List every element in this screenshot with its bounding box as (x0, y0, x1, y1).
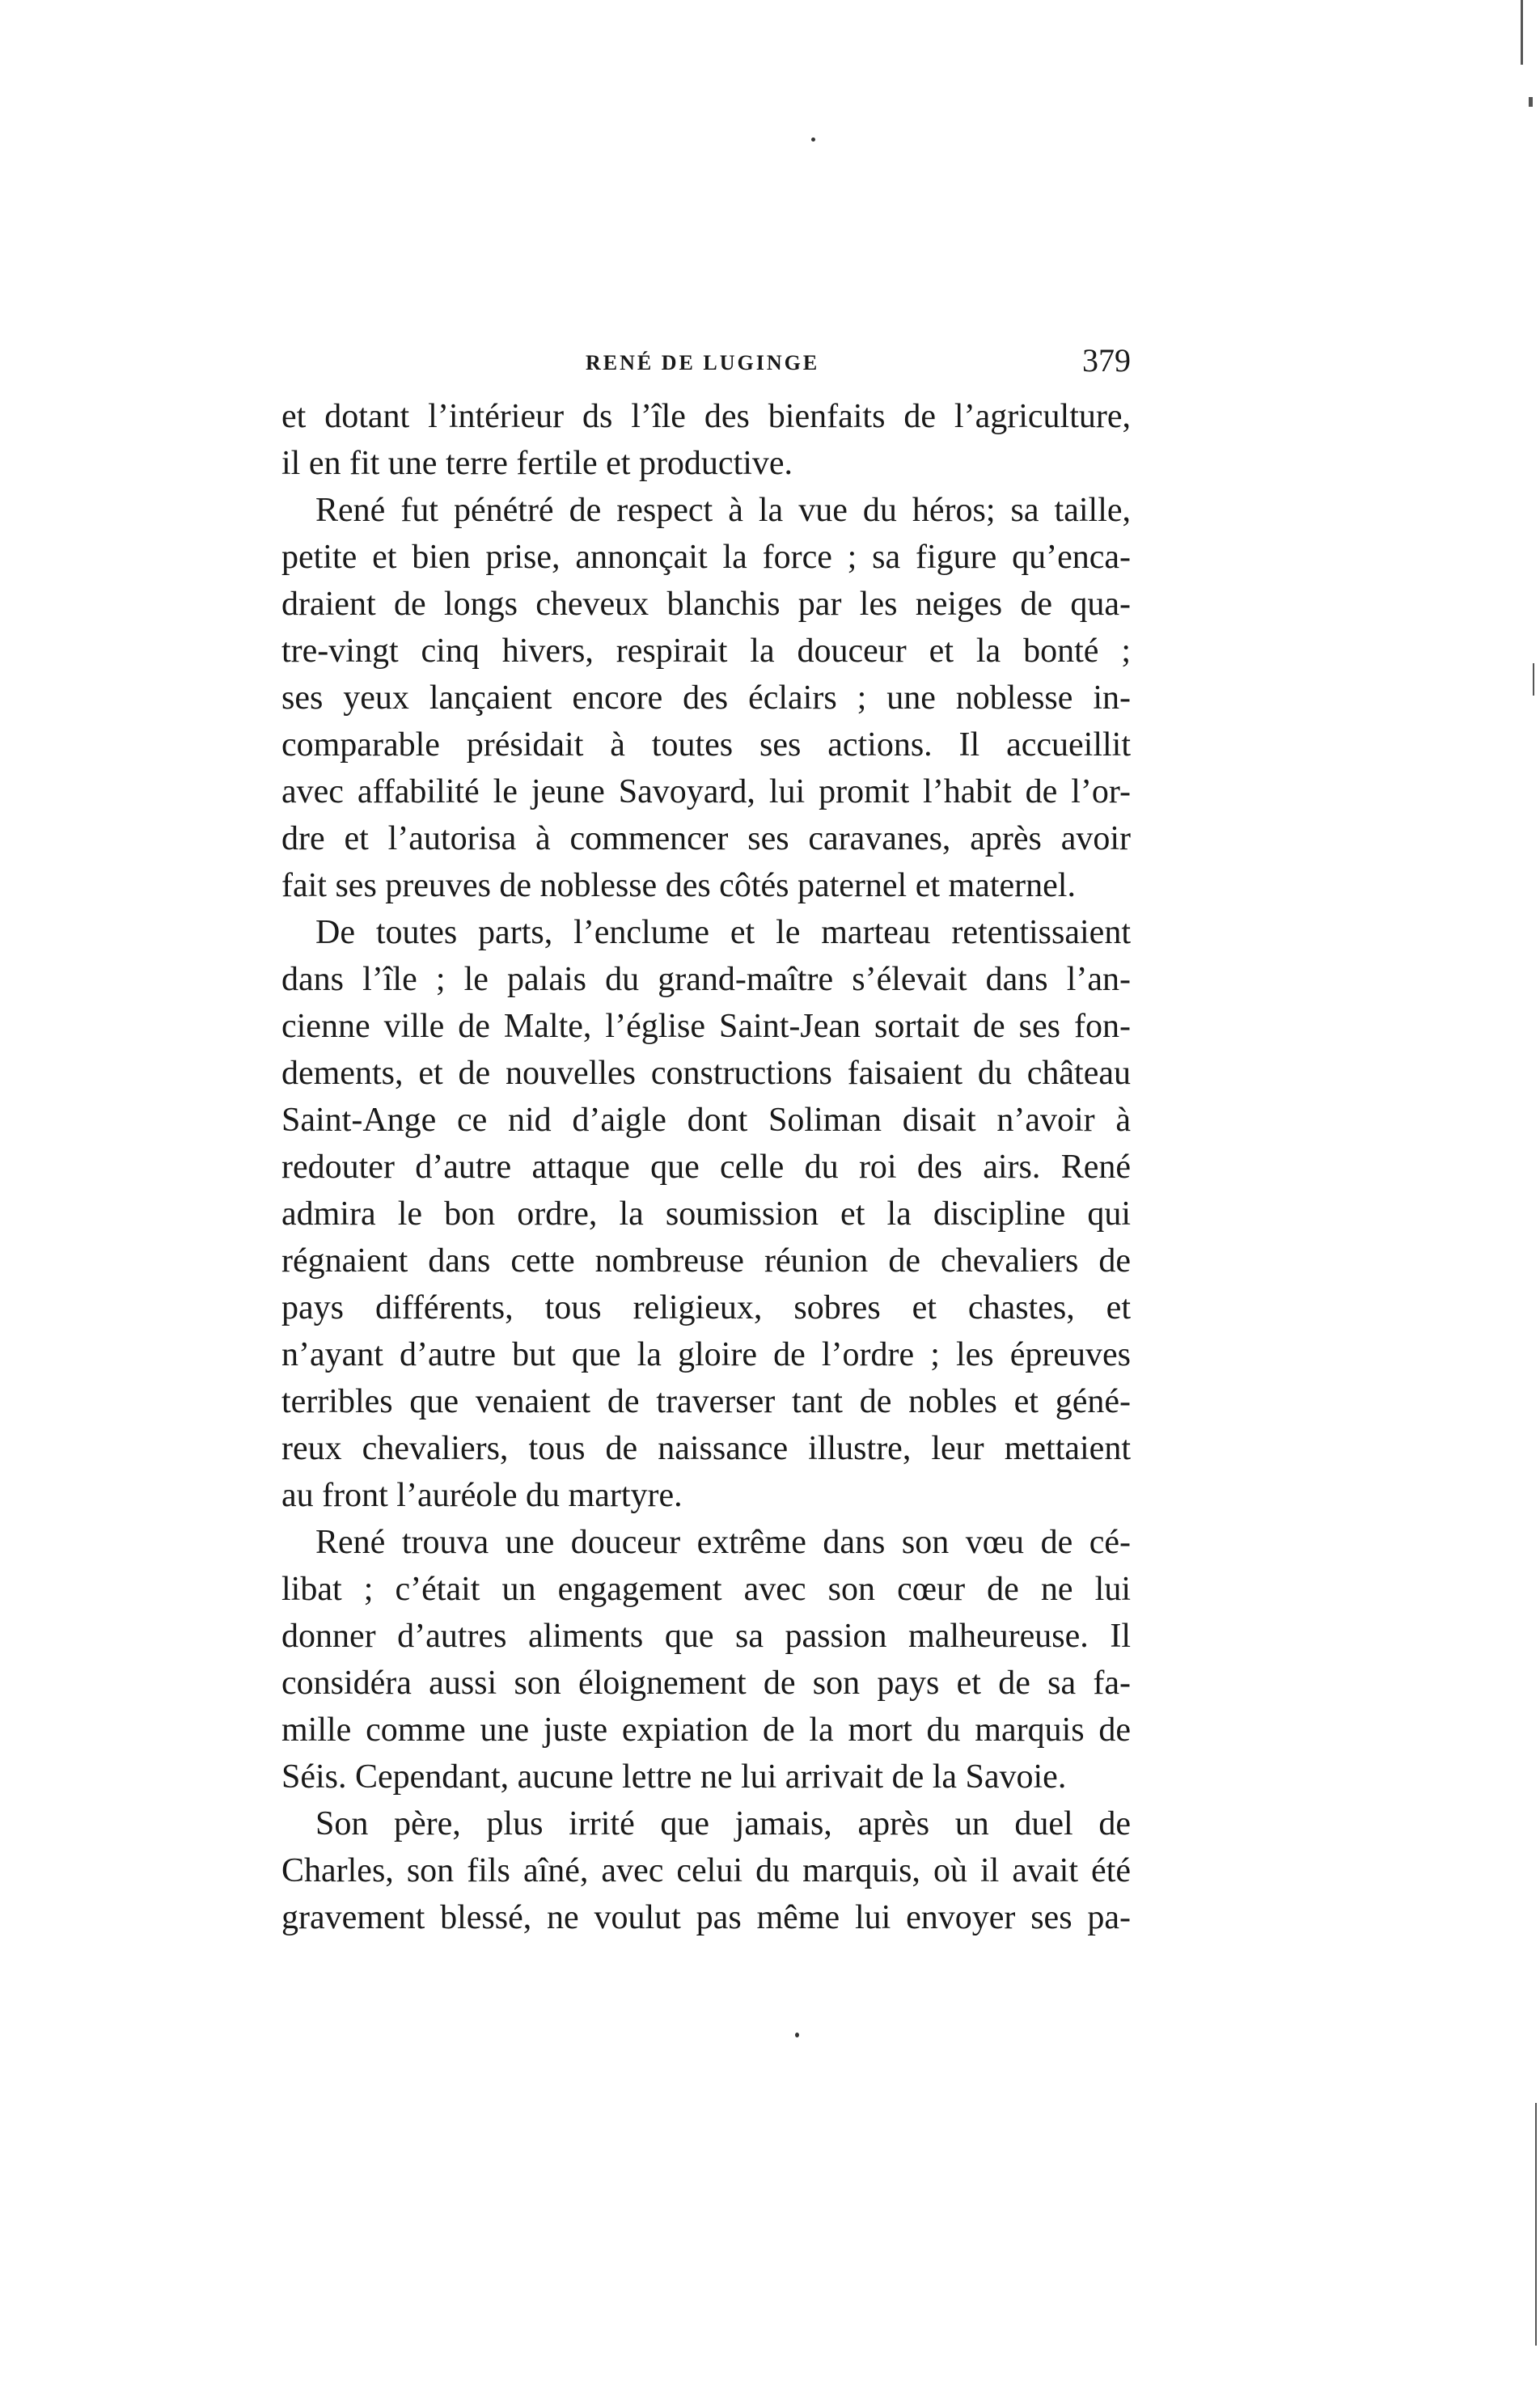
running-title: RENÉ DE LUGINGE (586, 351, 820, 374)
text-line: admira le bon ordre, la soumission et la discipline qui (281, 1195, 1131, 1233)
text-line: donner d’autres aliments que sa passion malheureuse. Il (281, 1618, 1131, 1655)
text-line: René trouva une douceur extrême dans son vœu de cé- (315, 1524, 1131, 1561)
page-edge-mark (1533, 663, 1534, 696)
text-line: au front l’auréole du martyre. (281, 1477, 683, 1514)
text-line: reux chevaliers, tous de naissance illustre, leur mettaient (281, 1430, 1131, 1467)
text-line: et dotant l’intérieur ds l’île des bienfaits de l’agriculture, (281, 398, 1131, 435)
text-line: ses yeux lançaient encore des éclairs ; une noblesse in- (281, 679, 1131, 717)
page-edge-mark (1535, 2103, 1537, 2346)
text-line: considéra aussi son éloignement de son pays et de sa fa- (281, 1665, 1131, 1702)
text-line: gravement blessé, ne voulut pas même lui envoyer ses pa- (281, 1899, 1131, 1936)
text-line: fait ses preuves de noblesse des côtés paternel et maternel. (281, 867, 1076, 904)
text-line: Charles, son fils aîné, avec celui du marquis, où il avait été (281, 1852, 1131, 1889)
ink-speck (795, 2033, 799, 2037)
text-line: tre-vingt cinq hivers, respirait la douceur et la bonté ; (281, 632, 1131, 670)
text-line: dans l’île ; le palais du grand-maître s’élevait dans l’an- (281, 961, 1131, 998)
running-head (281, 341, 1131, 390)
page-edge-mark (1529, 97, 1533, 107)
text-line: avec affabilité le jeune Savoyard, lui promit l’habit de l’or- (281, 773, 1131, 810)
page-edge-mark (1521, 0, 1523, 65)
text-line: pays différents, tous religieux, sobres et chastes, et (281, 1289, 1131, 1326)
text-line: Saint-Ange ce nid d’aigle dont Soliman disait n’avoir à (281, 1102, 1131, 1139)
text-line: dre et l’autorisa à commencer ses caravanes, après avoir (281, 820, 1131, 857)
ink-speck (811, 137, 815, 142)
text-line: terribles que venaient de traverser tant de nobles et géné- (281, 1383, 1131, 1420)
text-line: Son père, plus irrité que jamais, après un duel de (315, 1805, 1131, 1842)
text-line: régnaient dans cette nombreuse réunion de chevaliers de (281, 1242, 1131, 1280)
text-line: draient de longs cheveux blanchis par les neiges de qua- (281, 586, 1131, 623)
text-line: De toutes parts, l’enclume et le marteau retentissaient (315, 914, 1131, 951)
text-line: comparable présidait à toutes ses actions. Il accueillit (281, 726, 1131, 764)
body-text (281, 393, 1131, 1941)
text-line: redouter d’autre attaque que celle du roi des airs. René (281, 1149, 1131, 1186)
text-line: Séis. Cependant, aucune lettre ne lui arrivait de la Savoie. (281, 1758, 1067, 1796)
text-line: il en fit une terre fertile et productive. (281, 445, 793, 482)
text-line: petite et bien prise, annonçait la force ; sa figure qu’enca- (281, 539, 1131, 576)
text-line: n’ayant d’autre but que la gloire de l’ordre ; les épreuves (281, 1336, 1131, 1373)
text-line: cienne ville de Malte, l’église Saint-Jean sortait de ses fon- (281, 1008, 1131, 1045)
text-line: mille comme une juste expiation de la mort du marquis de (281, 1711, 1131, 1749)
text-line: libat ; c’était un engagement avec son cœur de ne lui (281, 1571, 1131, 1608)
page-number: 379 (1082, 342, 1131, 379)
text-line: dements, et de nouvelles constructions faisaient du château (281, 1055, 1131, 1092)
text-line: René fut pénétré de respect à la vue du héros; sa taille, (315, 492, 1131, 529)
